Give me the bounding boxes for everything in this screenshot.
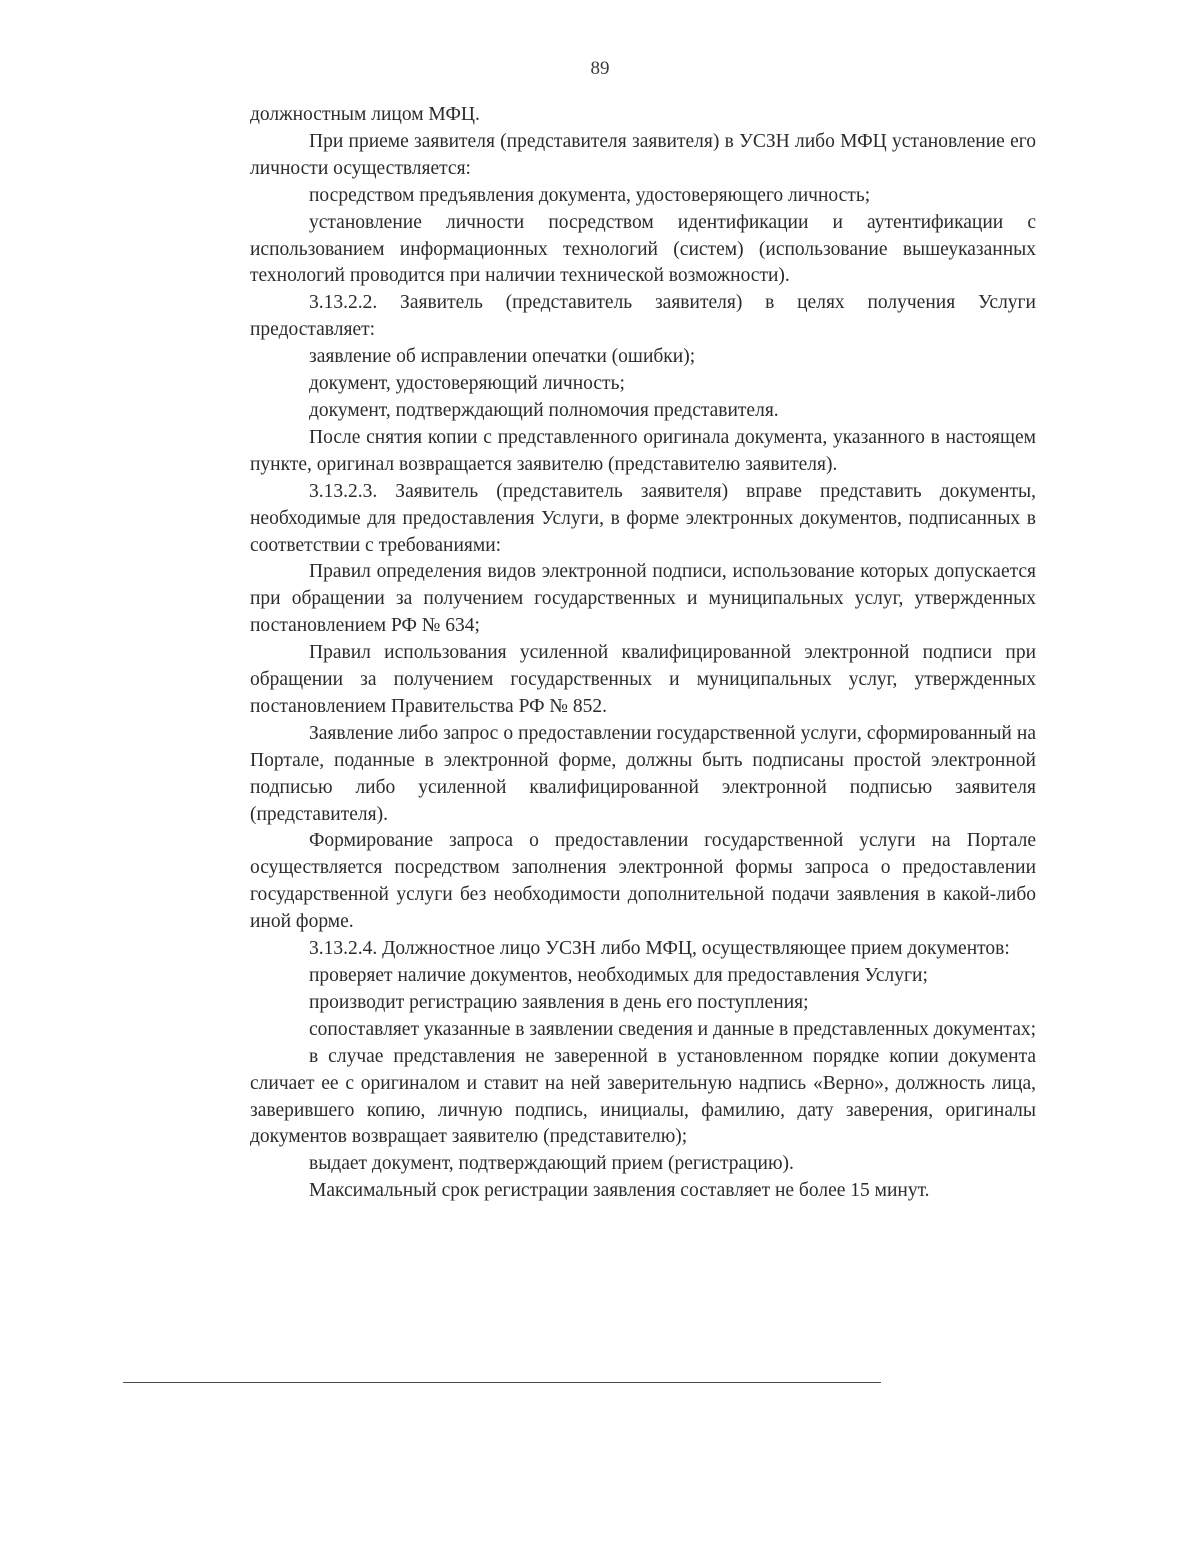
paragraph: Правил определения видов электронной подписи, использование которых допускается при обращении за получением государственных и муниципальных услуг, утвержденных постановлением РФ № 634;	[250, 561, 1036, 637]
paragraph: Максимальный срок регистрации заявления составляет не более 15 минут.	[309, 1180, 930, 1202]
paragraph: установление личности посредством идентификации и аутентификации с использованием информационных технологий (систем) (использование вышеуказанных технологий проводится при наличии технической возможности).	[250, 211, 1036, 287]
footer-divider	[123, 1382, 881, 1383]
paragraph: должностным лицом МФЦ.	[250, 104, 480, 125]
paragraph: 3.13.2.3. Заявитель (представитель заявителя) вправе представить документы, необходимые для предоставления Услуги, в форме электронных документов, подписанных в соответствии с требованиями:	[250, 480, 1036, 556]
paragraph: производит регистрацию заявления в день его поступления;	[309, 991, 809, 1013]
paragraph: 3.13.2.4. Должностное лицо УСЗН либо МФЦ, осуществляющее прием документов:	[309, 938, 1010, 960]
paragraph: Формирование запроса о предоставлении государственной услуги на Портале осуществляется посредством заполнения электронной формы запроса о предоставлении государственной услуги без необходимости дополнительной подачи заявления в какой-либо иной форме.	[250, 830, 1036, 933]
paragraph: Правил использования усиленной квалифицированной электронной подписи при обращении за получением государственных и муниципальных услуг, утвержденных постановлением Правительства РФ № 852.	[250, 642, 1036, 717]
paragraph: После снятия копии с представленного оригинала документа, указанного в настоящем пункте, оригинал возвращается заявителю (представителю заявителя).	[250, 426, 1036, 475]
paragraph: При приеме заявителя (представителя заявителя) в УСЗН либо МФЦ установление его личности осуществляется:	[250, 130, 1036, 179]
paragraph: посредством предъявления документа, удостоверяющего личность;	[309, 184, 871, 206]
paragraph: 3.13.2.2. Заявитель (представитель заявителя) в целях получения Услуги предоставляет:	[250, 292, 1036, 341]
paragraph: документ, удостоверяющий личность;	[309, 373, 625, 395]
paragraph: документ, подтверждающий полномочия представителя.	[309, 399, 779, 421]
paragraph: сопоставляет указанные в заявлении сведения и данные в представленных документах;	[309, 1018, 1037, 1040]
paragraph: выдает документ, подтверждающий прием (регистрацию).	[309, 1153, 794, 1175]
document-body	[250, 102, 1036, 1205]
paragraph: Заявление либо запрос о предоставлении государственной услуги, сформированный на Портале, поданные в электронной форме, должны быть подписаны простой электронной подписью либо усиленной квалифицированной электронной подписью заявителя (представителя).	[250, 722, 1036, 825]
paragraph: в случае представления не заверенной в установленном порядке копии документа сличает ее с оригиналом и ставит на ней заверительную надпись «Верно», должность лица, заверившего копию, личную подпись, инициалы, фамилию, дату заверения, оригиналы документов возвращает заявителю (представителю);	[250, 1045, 1036, 1148]
paragraph: заявление об исправлении опечатки (ошибки);	[309, 346, 696, 368]
page-number: 89	[590, 58, 610, 79]
paragraph: проверяет наличие документов, необходимых для предоставления Услуги;	[309, 965, 928, 986]
